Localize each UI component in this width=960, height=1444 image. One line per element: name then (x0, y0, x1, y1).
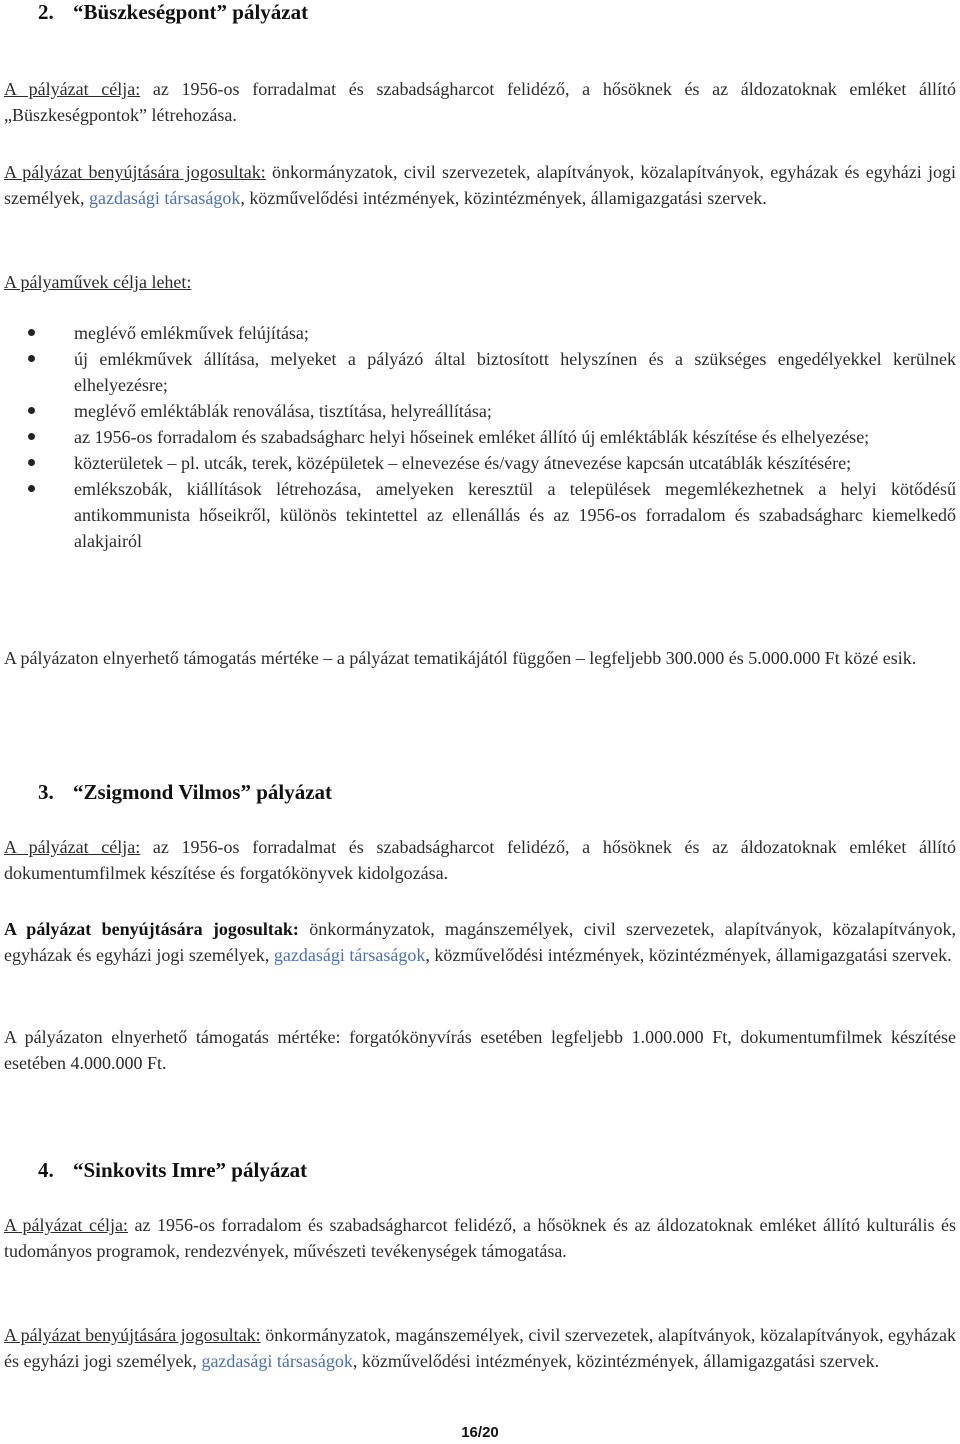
section-3-support: A pályázaton elnyerhető támogatás mértéke: forgatókönyvírás esetében legfeljebb 1.000.000 Ft, dokumentumfilmek készítése esetében 4.000.000 Ft. (4, 1027, 956, 1073)
section-2-eligibility (4, 159, 956, 211)
list-item-text: közterületek – pl. utcák, terek, középületek – elnevezése és/vagy átnevezése kapcsán utcatáblák készítésére; (74, 453, 852, 473)
section-2-elig-link[interactable]: gazdasági társaságok (88, 188, 241, 208)
bullet-icon (28, 355, 35, 362)
bullet-icon (28, 459, 35, 466)
section-2-elig-label: A pályázat benyújtására jogosultak: (4, 162, 266, 182)
section-2-elig-text-2: , közművelődési intézmények, közintézmények, államigazgatási szervek. (240, 188, 767, 208)
section-3-aim-text: az 1956-os forradalmat és szabadságharcot felidéző, a hősöknek és az áldozatoknak emléket állító dokumentumfilmek készítése és forgatókönyvek kidolgozása. (4, 837, 956, 883)
section-2-aim-text: az 1956-os forradalmat és szabadságharcot felidéző, a hősöknek és az áldozatoknak emléket állító „Büszkeségpontok” létrehozása. (4, 79, 956, 125)
section-2-goals-label (4, 269, 956, 295)
section-2-number: 2. (38, 0, 54, 24)
section-3-aim-label: A pályázat célja: (4, 837, 141, 857)
list-item (4, 346, 956, 398)
bullet-icon (28, 485, 35, 492)
bullet-icon (28, 433, 35, 440)
list-item (4, 320, 956, 346)
section-3-elig-label: A pályázat benyújtására jogosultak: (4, 919, 299, 939)
section-2-title: “Büszkeségpont” pályázat (73, 0, 309, 24)
section-3-heading (38, 780, 960, 805)
section-2-elig-text-1: önkormányzatok, civil szervezetek, alapítványok, közalapítványok, egyházak és egyházi jogi személyek, (4, 162, 957, 208)
section-2-aim (4, 76, 956, 128)
section-2-goals-label-text: A pályaművek célja lehet: (4, 272, 192, 292)
list-item-text: meglévő emléktáblák renoválása, tisztítása, helyreállítása; (74, 401, 492, 421)
section-4-elig-link[interactable]: gazdasági társaságok (201, 1351, 353, 1371)
section-3-elig-link[interactable]: gazdasági társaságok (273, 945, 426, 965)
section-4-aim-label: A pályázat célja: (4, 1215, 128, 1235)
page-number: 16/20 (461, 1424, 499, 1441)
section-3-eligibility (4, 916, 956, 968)
list-item-text: az 1956-os forradalom és szabadságharc helyi hőseinek emléket állító új emléktáblák készítése és elhelyezése; (74, 427, 870, 447)
section-4-elig-text-1: önkormányzatok, magánszemélyek, civil szervezetek, alapítványok, közalapítványok, egyházak és egyházi jogi személyek, (4, 1325, 957, 1371)
list-item (4, 476, 956, 554)
list-item-text: új emlékművek állítása, melyeket a pályázó által biztosított helyszínen és a szükséges engedélyekkel kerülnek elhelyezésre; (74, 349, 956, 395)
section-3-elig-text-2: , közművelődési intézmények, közintézmények, államigazgatási szervek. (425, 945, 952, 965)
list-item-text: meglévő emlékművek felújítása; (74, 323, 309, 343)
section-4-number: 4. (38, 1158, 54, 1182)
section-3-aim (4, 834, 956, 886)
section-2-heading (38, 0, 960, 25)
section-4-elig-text-2: , közművelődési intézmények, közintézmények, államigazgatási szervek. (352, 1351, 880, 1371)
section-3-title: “Zsigmond Vilmos” pályázat (73, 780, 333, 804)
list-item-text: emlékszobák, kiállítások létrehozása, amelyeken keresztül a települések megemlékezhetnek a helyi kötődésű antikommunista hőseikről, különös tekintettel az ellenállás és az 1956-os forradalom és szabadságharc kiemelkedő alakjairól (74, 479, 956, 551)
section-3-number: 3. (38, 780, 54, 804)
bullet-icon (28, 407, 35, 414)
section-4-eligibility (4, 1322, 956, 1374)
section-2-aim-label: A pályázat célja: (4, 79, 141, 99)
section-2-support: A pályázaton elnyerhető támogatás mértéke – a pályázat tematikájától függően – legfeljebb 300.000 és 5.000.000 Ft közé esik. (4, 648, 917, 668)
section-4-elig-label: A pályázat benyújtására jogosultak: (4, 1325, 261, 1345)
list-item (4, 424, 956, 450)
list-item (4, 450, 956, 476)
section-4-heading (38, 1158, 960, 1183)
section-4-aim (4, 1212, 956, 1264)
section-4-title: “Sinkovits Imre” pályázat (73, 1158, 308, 1182)
section-4-aim-text: az 1956-os forradalom és szabadságharcot felidéző, a hősöknek és az áldozatoknak emléket állító kulturális és tudományos programok, rendezvények, művészeti tevékenységek támogatása. (4, 1215, 956, 1261)
bullet-icon (28, 329, 35, 336)
section-3-elig-text-1: önkormányzatok, magánszemélyek, civil szervezetek, alapítványok, közalapítványok, egyházak és egyházi jogi személyek, (4, 919, 956, 965)
list-item (4, 398, 956, 424)
section-2-goals-list (4, 320, 956, 554)
